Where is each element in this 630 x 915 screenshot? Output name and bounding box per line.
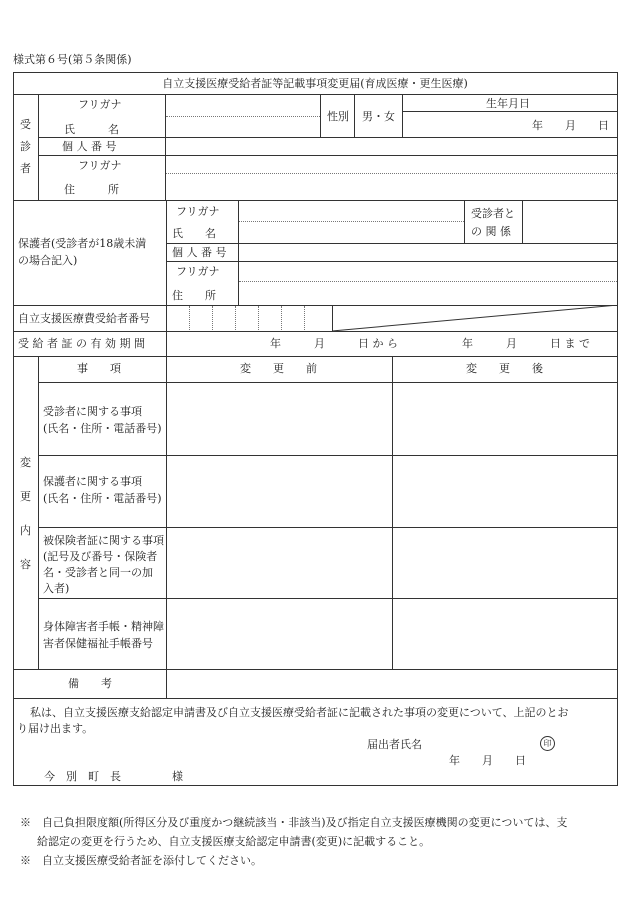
guardian-address-furigana-label: フリガナ <box>176 265 220 278</box>
patient-address-furigana-label: フリガナ <box>78 159 122 172</box>
changes-section-bottom <box>13 669 618 670</box>
changes-header-bottom <box>38 382 618 383</box>
change-row1-line2: (氏名・住所・電話番号) <box>43 422 162 435</box>
birth-label-bottom <box>402 111 618 112</box>
patient-label-divider <box>165 94 166 200</box>
change-row4-line2: 害者保健福祉手帳番号 <box>43 637 153 650</box>
changes-col-before: 変 更 前 <box>240 362 317 375</box>
relation-divider <box>522 200 523 244</box>
changes-group-char-4: 容 <box>20 558 31 571</box>
changes-col-item: 事 項 <box>77 362 121 375</box>
form-id: 様式第６号(第５条関係) <box>13 53 132 66</box>
changes-group-char-2: 更 <box>20 490 31 503</box>
digit-sep-2 <box>212 306 213 330</box>
validity-label-divider <box>166 331 167 356</box>
change-row1-line1: 受診者に関する事項 <box>43 405 142 418</box>
patient-number-bottom <box>38 155 618 156</box>
diagonal-strike <box>332 305 618 332</box>
validity-to: 年 月 日 ま で <box>462 337 590 350</box>
change-row3-line2: (記号及び番号・保険者 <box>43 550 158 563</box>
recipient-number-label: 自立支援医療費受給者番号 <box>18 312 150 325</box>
birth-date-label: 生年月日 <box>486 97 530 110</box>
declaration-line2: り届け出ます。 <box>17 722 94 735</box>
seal-icon: 印 <box>540 736 555 751</box>
changes-before-after-divider <box>392 356 393 669</box>
frame-right <box>617 72 618 786</box>
guardian-furigana-label: フリガナ <box>176 205 220 218</box>
guardian-number-label: 個 人 番 号 <box>172 246 227 259</box>
guardian-field-divider <box>238 200 239 305</box>
remarks-label: 備 考 <box>68 677 112 690</box>
submission-date: 年 月 日 <box>449 754 526 767</box>
change-row3-line4: 入者) <box>43 582 70 595</box>
guardian-label-line1: 保護者(受診者が18歳未満 <box>18 237 147 250</box>
guardian-address-label: 住 所 <box>172 289 216 302</box>
changes-group-char-3: 内 <box>20 524 31 537</box>
patient-group-divider <box>38 94 39 200</box>
patient-name-label: 氏 名 <box>64 123 119 136</box>
addressee-honorific: 様 <box>172 770 183 783</box>
changes-col-after: 変 更 後 <box>466 362 543 375</box>
changes-row3-bottom <box>38 598 618 599</box>
birth-date-value: 年 月 日 <box>532 119 609 132</box>
patient-furigana-label: フリガナ <box>78 98 122 111</box>
patient-number-label: 個 人 番 号 <box>62 140 117 153</box>
guardian-number-bottom <box>166 261 618 262</box>
patient-address-label: 住 所 <box>64 183 119 196</box>
remarks-row-bottom <box>13 698 618 699</box>
relation-label-line1: 受診者と <box>471 207 515 220</box>
addressee: 今 別 町 長 <box>44 770 121 783</box>
line-title-bottom <box>13 94 618 95</box>
relation-label-line2: の 関 係 <box>471 225 511 238</box>
sex-label: 性別 <box>327 110 349 123</box>
digit-sep-6 <box>304 306 305 330</box>
change-row3-line3: 名・受診者と同一の加 <box>43 566 153 579</box>
changes-row2-bottom <box>38 527 618 528</box>
declaration-line1: 私は、自立支援医療支給認定申請書及び自立支援医療受給者証に記載された事項の変更について、上記のとお <box>30 706 569 719</box>
applicant-name-label: 届出者氏名 <box>367 738 422 751</box>
patient-furigana-dots <box>166 116 320 117</box>
digit-sep-4 <box>258 306 259 330</box>
digit-sep-5 <box>281 306 282 330</box>
changes-row1-bottom <box>38 455 618 456</box>
guardian-furigana-dots <box>239 221 464 222</box>
digit-sep-1 <box>189 306 190 330</box>
validity-row-bottom <box>13 356 618 357</box>
note1-line1: ※ 自己負担限度額(所得区分及び重度かつ継続該当・非該当)及び指定自立支援医療機関の変更については、支 <box>20 816 568 829</box>
change-row4-line1: 身体障害者手帳・精神障 <box>43 620 164 633</box>
patient-group-char-1: 受 <box>20 118 31 131</box>
recipient-label-divider <box>166 305 167 331</box>
patient-name-bottom <box>38 137 618 138</box>
frame-bottom <box>13 785 618 786</box>
birth-left-line <box>402 94 403 138</box>
guardian-address-furigana-dots <box>239 281 617 282</box>
sex-divider <box>354 94 355 138</box>
patient-group-char-2: 診 <box>20 140 31 153</box>
validity-label: 受 給 者 証 の 有 効 期 間 <box>18 337 145 350</box>
change-row2-line2: (氏名・住所・電話番号) <box>43 492 162 505</box>
sex-left-line <box>320 94 321 138</box>
change-row3-line1: 被保険者証に関する事項 <box>43 534 164 547</box>
changes-group-divider <box>38 356 39 669</box>
patient-section-bottom <box>13 200 618 201</box>
changes-group-char-1: 変 <box>20 456 31 469</box>
patient-address-furigana-dots <box>166 173 617 174</box>
sex-options[interactable]: 男・女 <box>362 110 395 123</box>
validity-from: 年 月 日 か ら <box>270 337 398 350</box>
guardian-name-label: 氏 名 <box>172 227 216 240</box>
form-title: 自立支援医療受給者証等記載事項変更届(育成医療・更生医療) <box>162 77 468 90</box>
guardian-name-bottom <box>166 243 618 244</box>
note1-line2: 給認定の変更を行うため、自立支援医療支給認定申請書(変更)に記載すること。 <box>37 835 431 848</box>
digit-sep-3 <box>235 306 236 330</box>
relation-left-line <box>464 200 465 244</box>
note2: ※ 自立支援医療受給者証を添付してください。 <box>20 854 262 867</box>
frame-left <box>13 72 14 786</box>
change-row2-line1: 保護者に関する事項 <box>43 475 142 488</box>
recipient-row-bottom <box>13 331 618 332</box>
guardian-label-line2: の場合記入) <box>18 254 78 267</box>
frame-top <box>13 72 618 73</box>
patient-group-char-3: 者 <box>20 162 31 175</box>
guardian-label-divider <box>166 200 167 305</box>
